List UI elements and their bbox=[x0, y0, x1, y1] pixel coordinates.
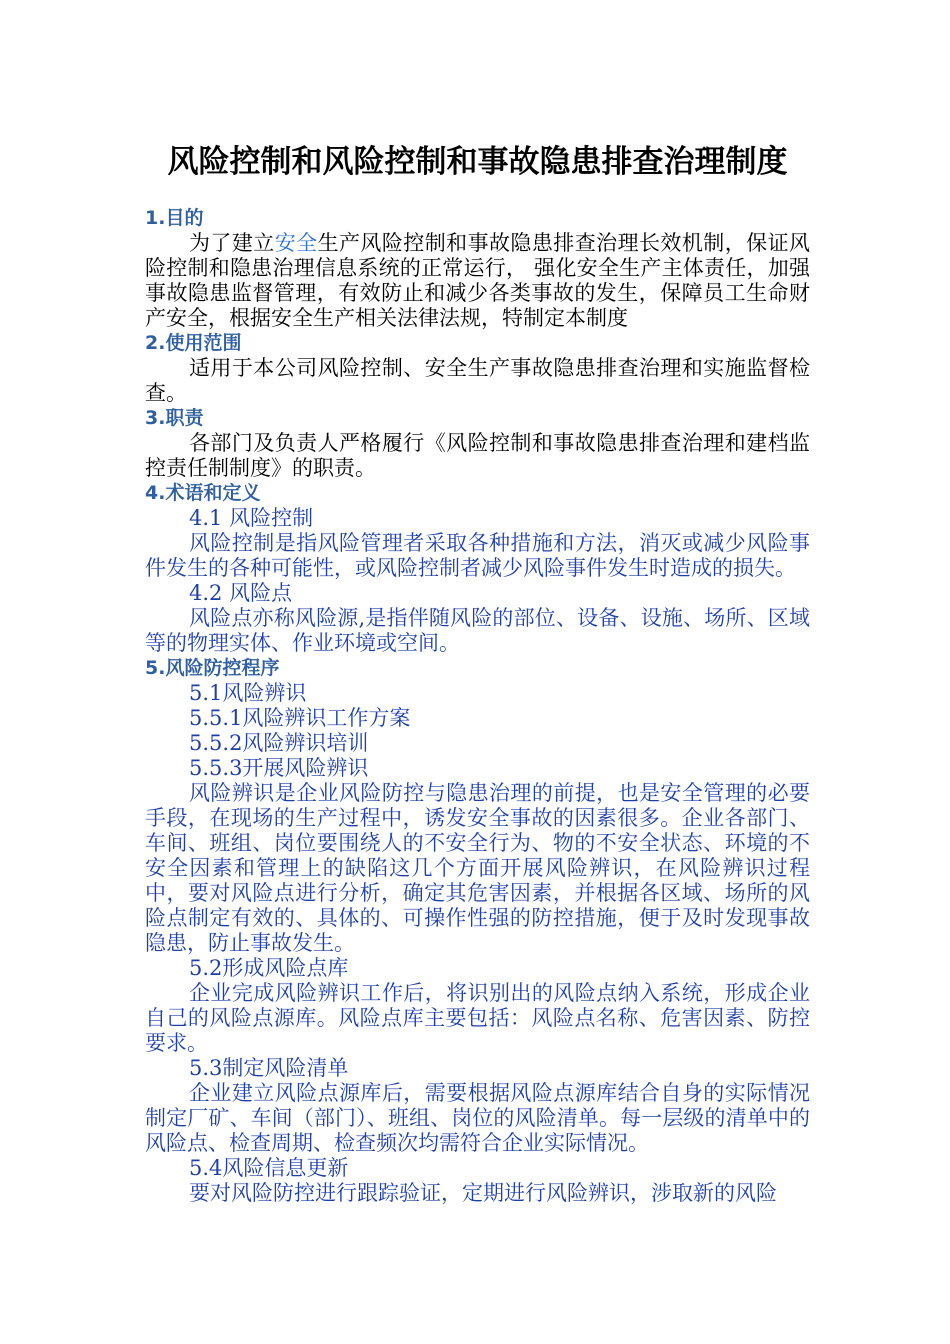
subheading-5-5-1: 5.5.1风险辨识工作方案 bbox=[189, 706, 411, 730]
risk-update-paragraph: 要对风险防控进行跟踪验证，定期进行风险辨识，涉取新的风险 bbox=[189, 1181, 777, 1205]
subheading-5-4: 5.4风险信息更新 bbox=[189, 1156, 349, 1180]
subheading-5-5-2: 5.5.2风险辨识培训 bbox=[189, 731, 369, 755]
subheading-5-5-3: 5.5.3开展风险辨识 bbox=[189, 756, 369, 780]
subheading-4-2: 4.2 风险点 bbox=[189, 581, 293, 605]
subheading-5-2: 5.2形成风险点库 bbox=[189, 956, 349, 980]
risk-control-definition: 风险控制是指风险管理者采取各种措施和方法，消灭或减少风险事件发生的各种可能性，或风险控制者减少风险事件发生时造成的损失。 bbox=[145, 531, 810, 580]
responsibilities-paragraph: 各部门及负责人严格履行《风险控制和事故隐患排查治理和建档监控责任制制度》的职责。 bbox=[145, 431, 810, 480]
risk-identification-paragraph: 风险辨识是企业风险防控与隐患治理的前提，也是安全管理的必要手段，在现场的生产过程中，诱发安全事故的因素很多。企业各部门、车间、班组、岗位要围绕人的不安全行为、物的不安全状态、环境的不安全因素和管理上的缺陷这几个方面开展风险辨识，在风险辨识过程中，要对风险点进行分析，确定其危害因素，并根据各区域、场所的风险点制定有效的、具体的、可操作性强的防控措施，便于及时发现事故隐患，防止事故发生。 bbox=[145, 781, 810, 955]
document-page bbox=[145, 140, 810, 1206]
page-title: 风险控制和风险控制和事故隐患排查治理制度 bbox=[167, 144, 788, 180]
risk-point-definition: 风险点亦称风险源,是指伴随风险的部位、设备、设施、场所、区域等的物理实体、作业环境或空间。 bbox=[145, 606, 810, 655]
scope-paragraph: 适用于本公司风险控制、安全生产事故隐患排查治理和实施监督检查。 bbox=[145, 356, 810, 405]
subheading-5-1: 5.1风险辨识 bbox=[189, 681, 307, 705]
section-heading-procedure: 5.风险防控程序 bbox=[145, 657, 280, 679]
safety-link[interactable]: 安全 bbox=[274, 231, 318, 255]
purpose-text-start: 为了建立 bbox=[189, 231, 275, 255]
section-heading-scope: 2.使用范围 bbox=[145, 332, 242, 354]
section-heading-responsibilities: 3.职责 bbox=[145, 407, 204, 429]
subheading-4-1: 4.1 风险控制 bbox=[189, 506, 314, 530]
purpose-paragraph bbox=[145, 231, 810, 331]
risk-library-paragraph: 企业完成风险辨识工作后，将识别出的风险点纳入系统，形成企业自己的风险点源库。风险点库主要包括：风险点名称、危害因素、防控要求。 bbox=[145, 981, 810, 1055]
section-heading-terms: 4.术语和定义 bbox=[145, 482, 261, 504]
purpose-text-rest: 生产风险控制和事故隐患排查治理长效机制，保证风险控制和隐患治理信息系统的正常运行， 强化安全生产主体责任，加强事故隐患监督管理，有效防止和减少各类事故的发生，保障员工生命财产安全，根据安全生产相关法律法规，特制定本制度 bbox=[145, 231, 811, 330]
section-heading-purpose: 1.目的 bbox=[145, 207, 204, 229]
risk-list-paragraph: 企业建立风险点源库后，需要根据风险点源库结合自身的实际情况制定厂矿、车间（部门）、班组、岗位的风险清单。每一层级的清单中的风险点、检查周期、检查频次均需符合企业实际情况。 bbox=[145, 1081, 810, 1155]
subheading-5-3: 5.3制定风险清单 bbox=[189, 1056, 349, 1080]
